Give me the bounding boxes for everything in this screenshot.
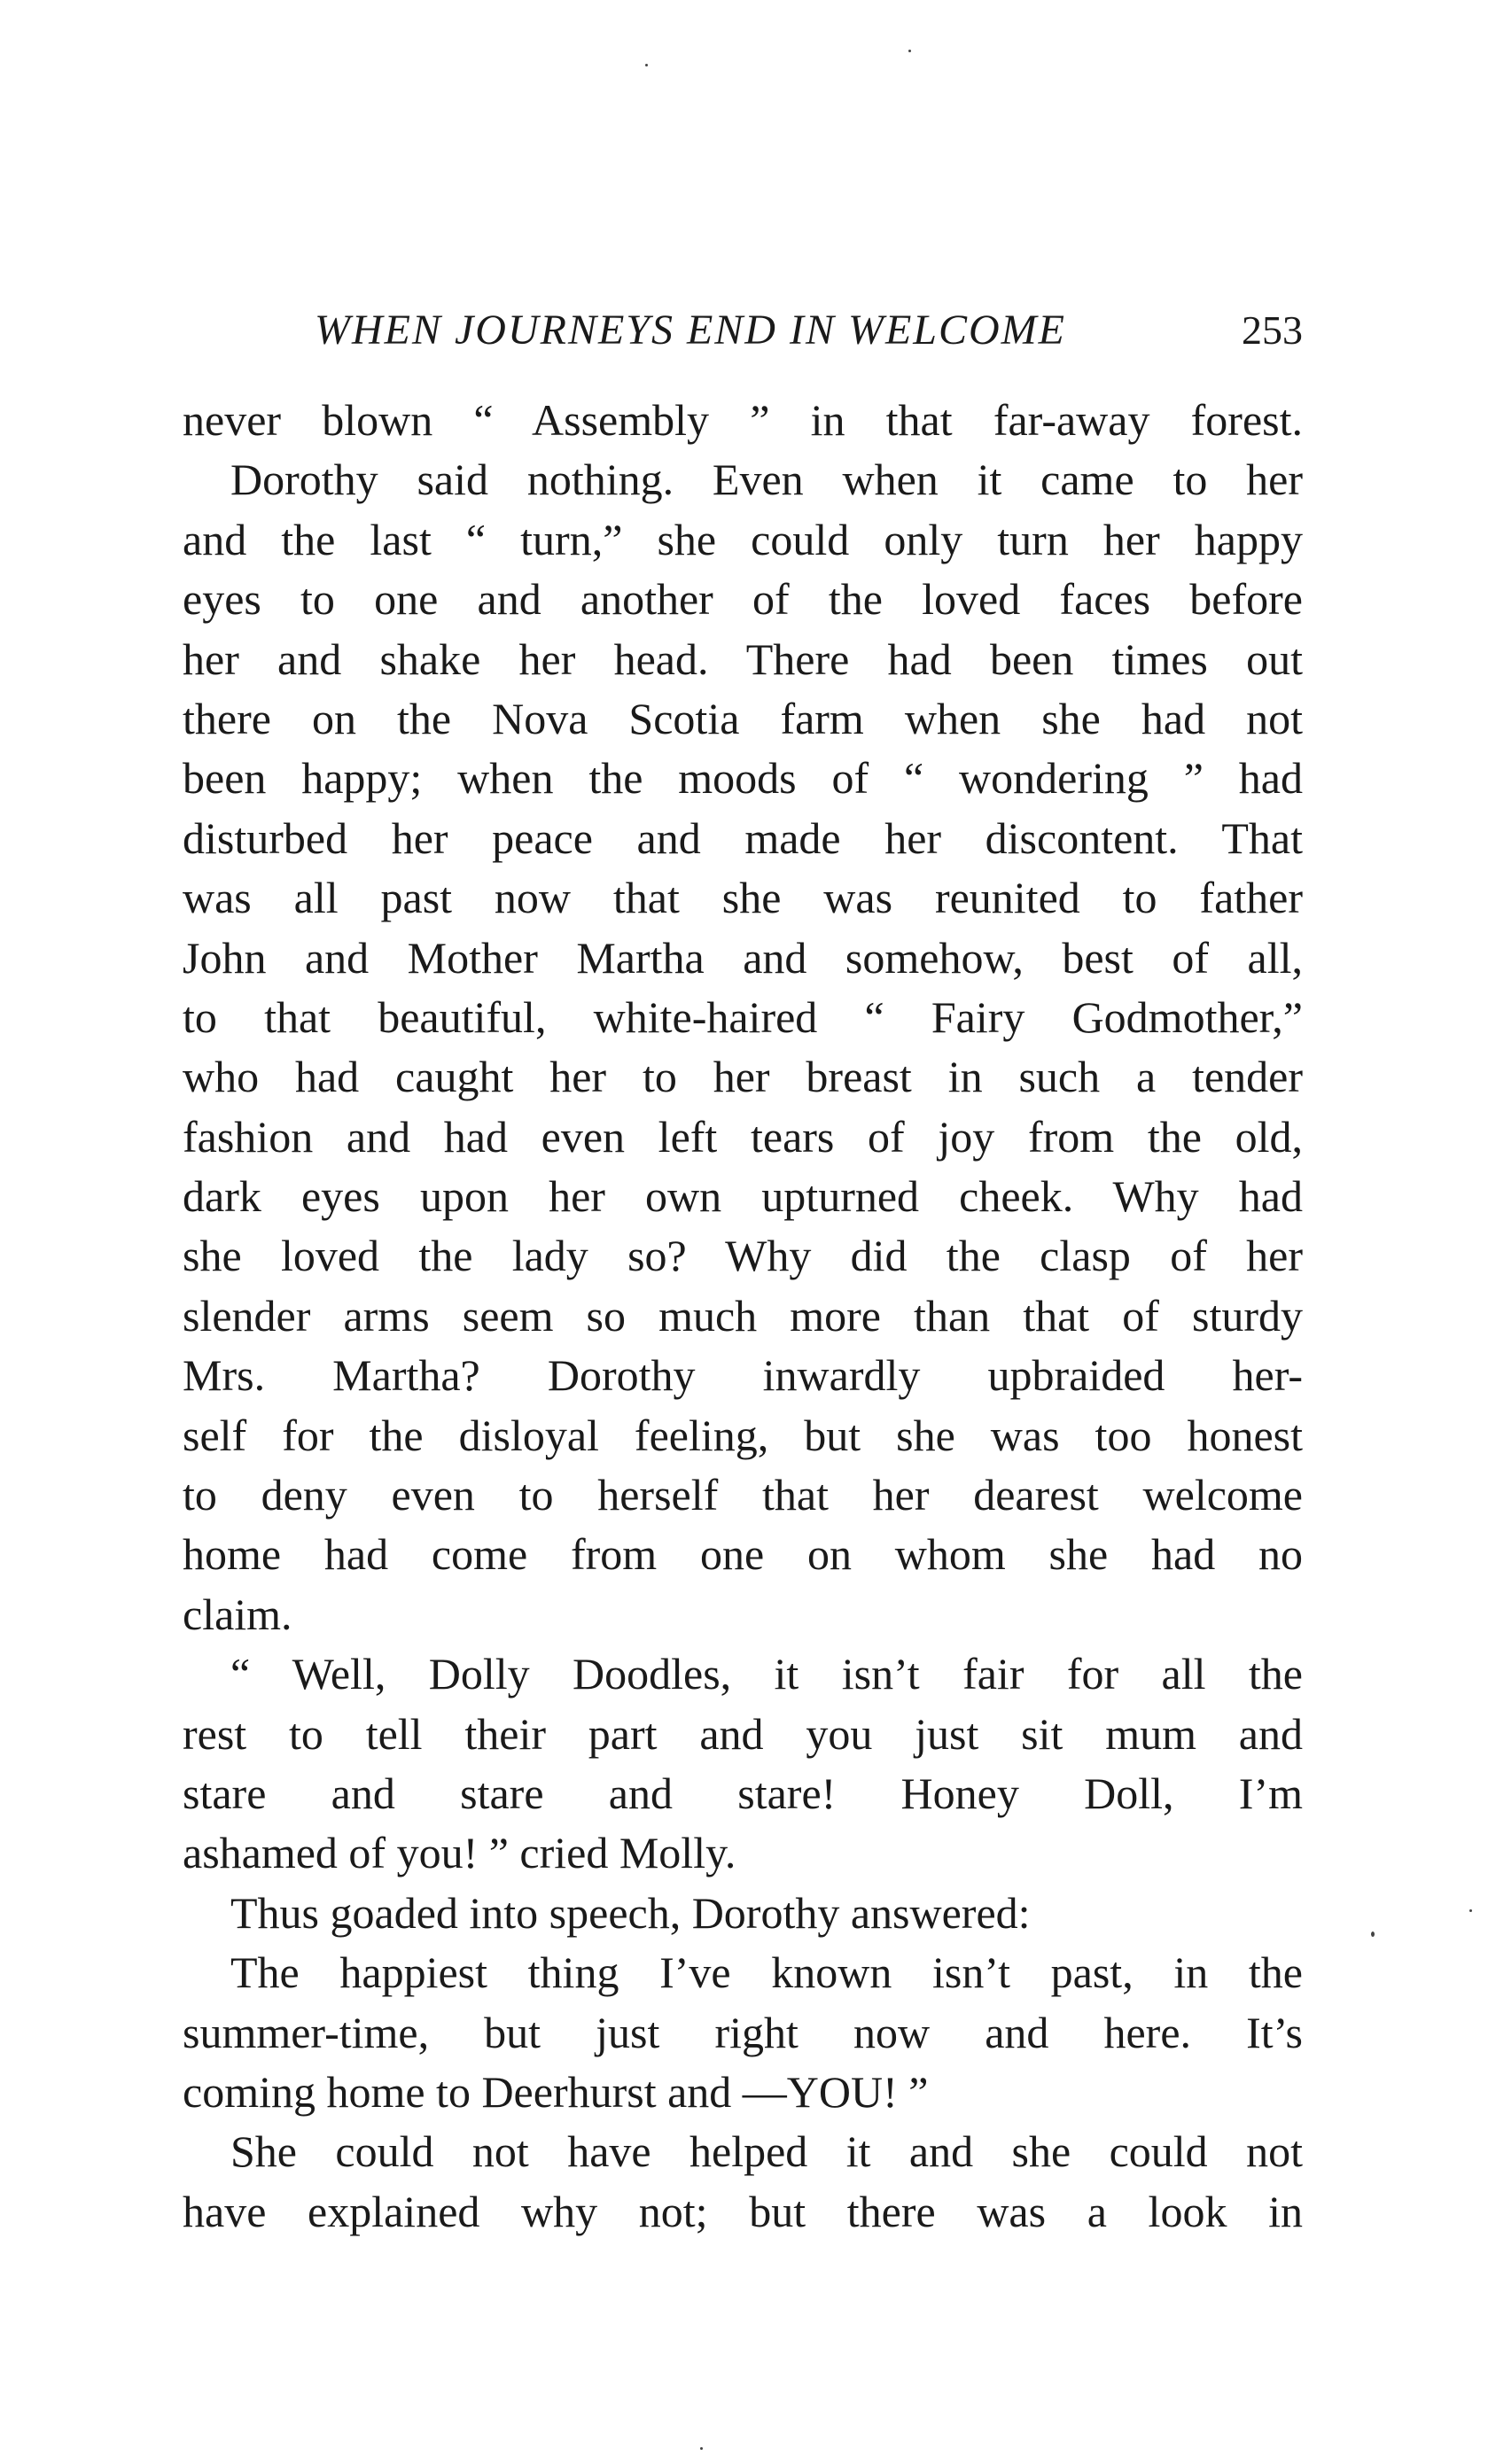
text-line: eyes to one and another of the loved faces before (183, 574, 1303, 625)
text-line: to deny even to herself that her dearest welcome (183, 1470, 1303, 1520)
page-number: 253 (1242, 307, 1303, 353)
text-line: rest to tell their part and you just sit mum and (183, 1708, 1303, 1759)
paper-speck (908, 50, 911, 52)
text-line: John and Mother Martha and somehow, best of all, (183, 932, 1303, 983)
text-line: been happy; when the moods of “ wondering ” had (183, 753, 1303, 804)
text-line: claim. (183, 1589, 292, 1639)
text-line: self for the disloyal feeling, but she was too honest (183, 1410, 1303, 1460)
text-line: never blown “ Assembly ” in that far-away forest. (183, 395, 1303, 445)
paper-speck (700, 2447, 703, 2450)
text-line: there on the Nova Scotia farm when she had not (183, 693, 1303, 743)
text-line: coming home to Deerhurst and —YOU! ” (183, 2066, 929, 2117)
body-text (183, 391, 1303, 2242)
text-line: dark eyes upon her own upturned cheek. Why had (183, 1171, 1303, 1222)
text-line: stare and stare and stare! Honey Doll, I’m (183, 1768, 1303, 1818)
text-line: disturbed her peace and made her discontent. That (183, 812, 1303, 863)
text-line: she loved the lady so? Why did the clasp of her (183, 1231, 1303, 1281)
text-line: The happiest thing I’ve known isn’t past, in the (230, 1947, 1303, 1998)
paper-speck (1469, 1909, 1472, 1912)
paper-speck (1371, 1932, 1375, 1937)
text-line: fashion and had even left tears of joy from the old, (183, 1111, 1303, 1162)
text-line: Thus goaded into speech, Dorothy answered: (230, 1887, 1031, 1938)
text-line: have explained why not; but there was a look in (183, 2186, 1303, 2236)
running-title: WHEN JOURNEYS END IN WELCOME (315, 307, 1066, 354)
text-line: who had caught her to her breast in such a tender (183, 1052, 1303, 1102)
text-line: home had come from one on whom she had no (183, 1529, 1303, 1580)
running-head (315, 295, 1303, 366)
text-line: to that beautiful, white-haired “ Fairy Godmother,” (183, 991, 1303, 1042)
text-line: her and shake her head. There had been times out (183, 633, 1303, 684)
text-line: was all past now that she was reunited to father (183, 873, 1303, 923)
text-line: Mrs. Martha? Dorothy inwardly upbraided her- (183, 1350, 1303, 1401)
text-line: slender arms seem so much more than that of sturdy (183, 1290, 1303, 1341)
text-line: ashamed of you! ” cried Molly. (183, 1828, 736, 1878)
text-line: “ Well, Dolly Doodles, it isn’t fair for all the (230, 1649, 1303, 1699)
text-line: summer-time, but just right now and here. It’s (183, 2007, 1303, 2057)
text-line: Dorothy said nothing. Even when it came to her (230, 455, 1303, 505)
paper-speck (645, 64, 648, 66)
text-line: She could not have helped it and she could not (230, 2126, 1303, 2177)
text-line: and the last “ turn,” she could only turn her happy (183, 514, 1303, 564)
